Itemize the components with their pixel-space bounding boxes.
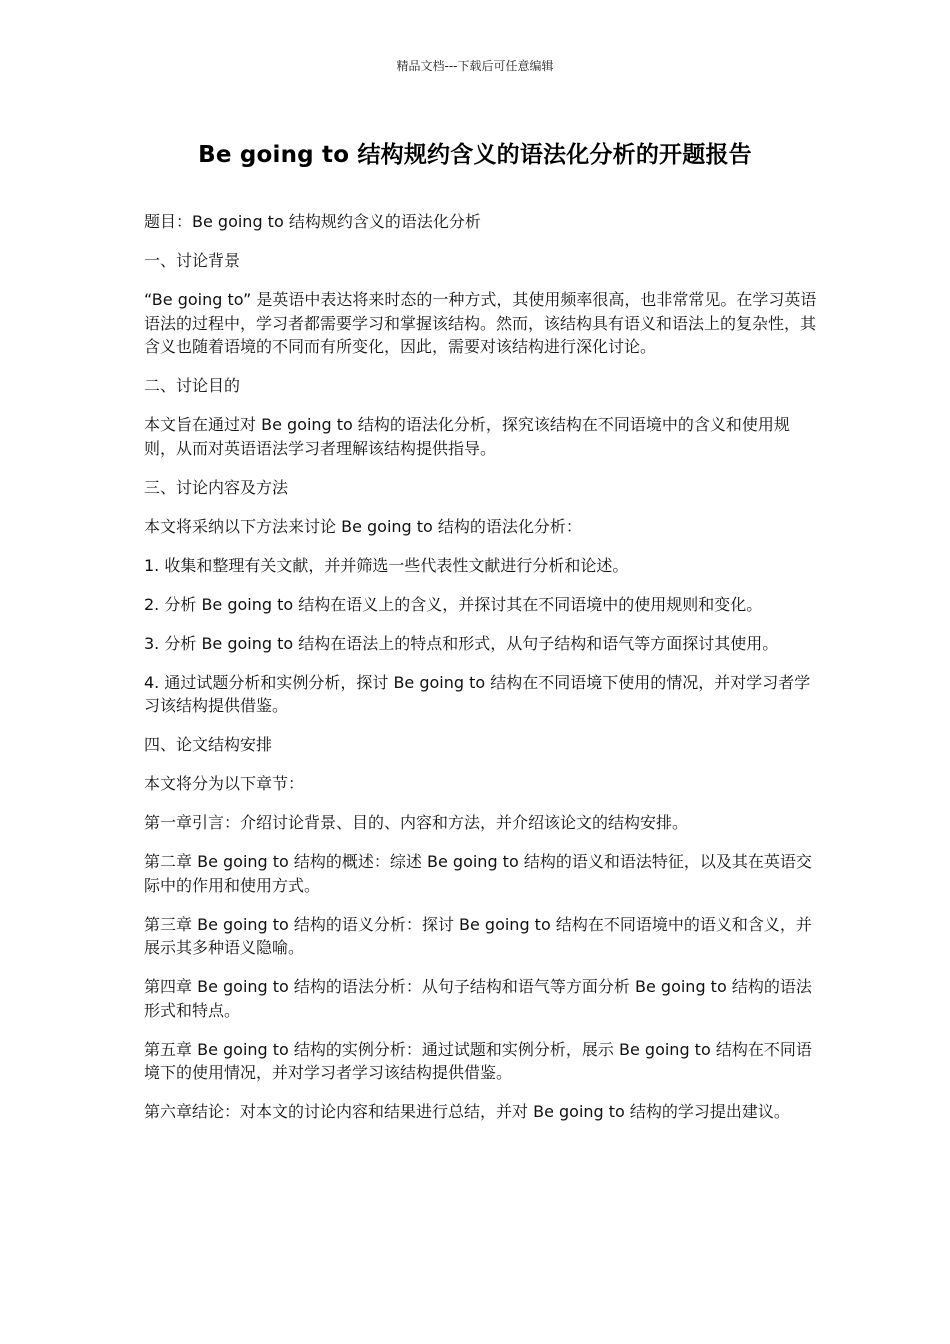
method-item-1: 1. 收集和整理有关文献，并并筛选一些代表性文献进行分析和论述。 [144,555,629,575]
document-body [144,210,819,1139]
chapter-2: 第二章 Be going to 结构的概述：综述 Be going to 结构的语义和语法特征，以及其在英语交际中的作用和使用方式。 [144,852,812,895]
background-paragraph: “Be going to” 是英语中表达将来时态的一种方式，其使用频率很高，也非常常见。在学习英语语法的过程中，学习者都需要学习和掌握该结构。然而，该结构具有语义和语法上的复杂性，其含义也随着语境的不同而有所变化，因此，需要对该结构进行深化讨论。 [144,290,817,356]
chapter-4: 第四章 Be going to 结构的语法分析：从句子结构和语气等方面分析 Be going to 结构的语法形式和特点。 [144,977,812,1020]
section-heading-structure: 四、论文结构安排 [144,735,273,754]
section-heading-background: 一、讨论背景 [144,251,241,270]
chapter-1: 第一章引言：介绍讨论背景、目的、内容和方法，并介绍该论文的结构安排。 [144,813,689,832]
page-header: 精品文档---下载后可任意编辑 [396,59,554,73]
topic-line: 题目：Be going to 结构规约含义的语法化分析 [144,212,481,231]
section-heading-methods: 三、讨论内容及方法 [144,477,289,497]
purpose-paragraph: 本文旨在通过对 Be going to 结构的语法化分析，探究该结构在不同语境中的含义和使用规则，从而对英语语法学习者理解该结构提供指导。 [144,415,790,458]
method-item-3: 3. 分析 Be going to 结构在语法上的特点和形式，从句子结构和语气等方面探讨其使用。 [144,633,779,653]
chapter-3: 第三章 Be going to 结构的语义分析：探讨 Be going to 结构在不同语境中的语义和含义，并展示其多种语义隐喻。 [144,914,812,957]
chapter-6: 第六章结论：对本文的讨论内容和结果进行总结，并对 Be going to 结构的学习提出建议。 [144,1102,790,1121]
chapter-5: 第五章 Be going to 结构的实例分析：通过试题和实例分析，展示 Be going to 结构在不同语境下的使用情况，并对学习者学习该结构提供借鉴。 [144,1039,812,1082]
method-item-2: 2. 分析 Be going to 结构在语义上的含义，并探讨其在不同语境中的使用规则和变化。 [144,594,763,614]
structure-intro: 本文将分为以下章节： [144,774,305,793]
methods-intro: 本文将采纳以下方法来讨论 Be going to 结构的语法化分析： [144,516,582,536]
method-item-4: 4. 通过试题分析和实例分析，探讨 Be going to 结构在不同语境下使用的情况，并对学习者学习该结构提供借鉴。 [144,672,811,715]
section-heading-purpose: 二、讨论目的 [144,376,241,395]
document-title: Be going to 结构规约含义的语法化分析的开题报告 [198,142,752,168]
